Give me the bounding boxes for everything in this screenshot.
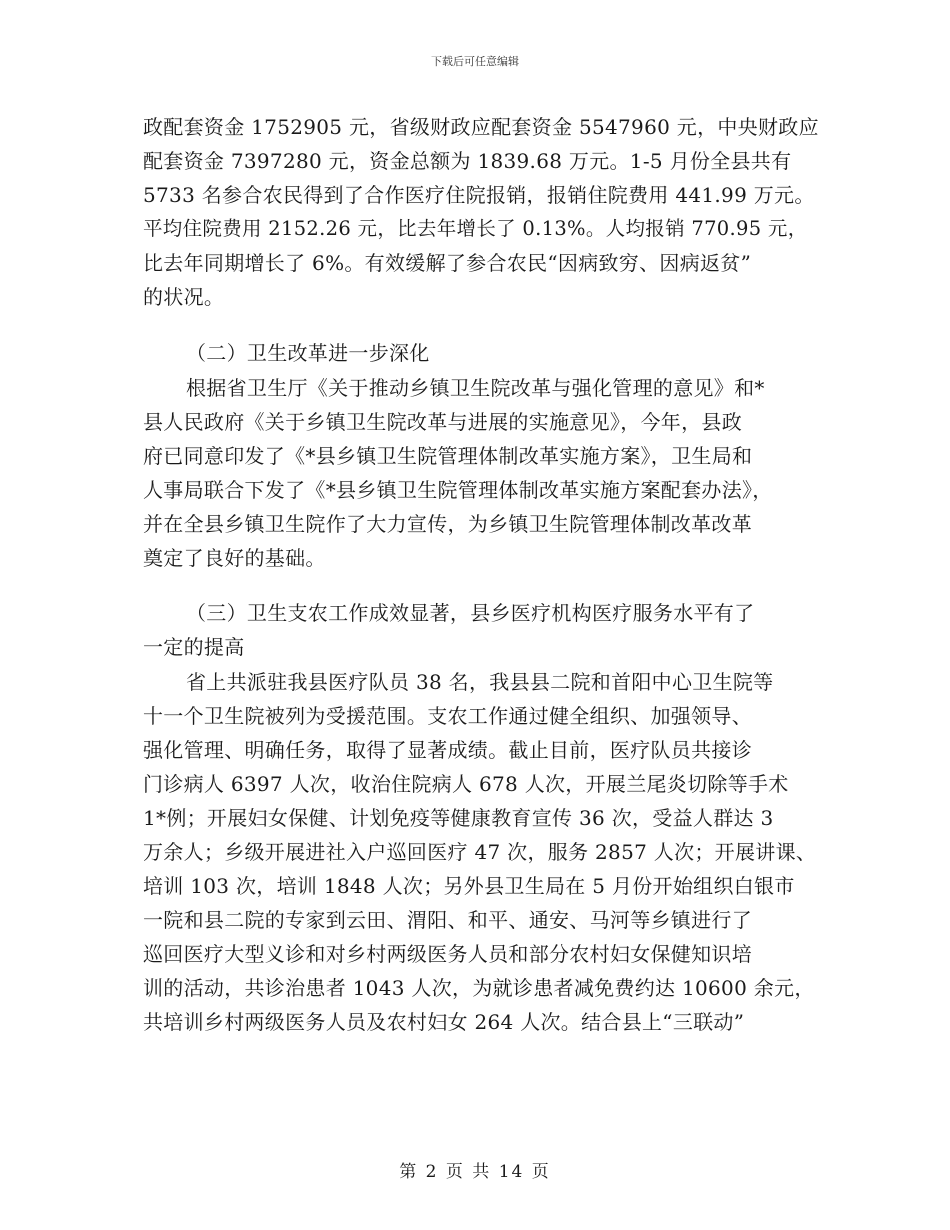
body-line: 的状况。: [143, 285, 225, 309]
body-line: 并在全县乡镇卫生院作了大力宣传，为乡镇卫生院管理体制改革改革: [143, 512, 752, 536]
body-line: 县人民政府《关于乡镇卫生院改革与进展的实施意见》，今年，县政: [143, 410, 742, 434]
body-line: 比去年同期增长了 6%。有效缓解了参合农民“因病致穷、因病返贫”: [143, 251, 752, 275]
body-line: 门诊病人 6397 人次，收治住院病人 678 人次，开展兰尾炎切除等手术: [143, 772, 789, 796]
body-line: 政配套资金 1752905 元，省级财政应配套资金 5547960 元，中央财政应: [143, 115, 819, 139]
body-line: 府已同意印发了《*县乡镇卫生院管理体制改革实施方案》，卫生局和: [143, 444, 753, 468]
section-heading: 一定的提高: [143, 635, 245, 659]
body-line: 一院和县二院的专家到云田、渭阳、和平、通安、马河等乡镇进行了: [143, 908, 752, 932]
body-line: 奠定了良好的基础。: [143, 546, 326, 570]
body-line: 十一个卫生院被列为受援范围。支农工作通过健全组织、加强领导、: [143, 704, 752, 728]
body-line: 省上共派驻我县医疗队员 38 名，我县县二院和首阳中心卫生院等: [186, 670, 774, 694]
body-line: 配套资金 7397280 元，资金总额为 1839.68 万元。1-5 月份全县共有: [143, 149, 792, 173]
section-heading: （二）卫生改革进一步深化: [186, 341, 430, 365]
body-line: 训的活动，共诊治患者 1043 人次，为就诊患者减免费约达 10600 余元，: [143, 976, 815, 1000]
section-heading: （三）卫生支农工作成效显著，县乡医疗机构医疗服务水平有了: [186, 601, 755, 625]
body-line: 培训 103 次，培训 1848 人次；另外县卫生局在 5 月份开始组织白银市: [143, 874, 795, 898]
body-line: 平均住院费用 2152.26 元，比去年增长了 0.13%。人均报销 770.95 元，: [143, 217, 808, 240]
body-line: 5733 名参合农民得到了合作医疗住院报销，报销住院费用 441.99 万元。: [143, 183, 815, 207]
body-line: 人事局联合下发了《*县乡镇卫生院管理体制改革实施方案配套办法》，: [143, 478, 773, 502]
body-line: 万余人；乡级开展进社入户巡回医疗 47 次，服务 2857 人次；开展讲课、: [143, 840, 817, 864]
body-line: 根据省卫生厅《关于推动乡镇卫生院改革与强化管理的意见》和*: [186, 376, 765, 400]
body-line: 强化管理、明确任务，取得了显著成绩。截止目前，医疗队员共接诊: [143, 738, 752, 762]
body-line: 1*例；开展妇女保健、计划免疫等健康教育宣传 36 次，受益人群达 3: [143, 806, 774, 830]
body-line: 共培训乡村两级医务人员及农村妇女 264 人次。结合县上“三联动”: [143, 1010, 745, 1034]
page-number: 第 2 页 共 14 页: [399, 1162, 551, 1182]
page-header: 下载后可任意编辑: [431, 55, 519, 68]
body-line: 巡回医疗大型义诊和对乡村两级医务人员和部分农村妇女保健知识培: [143, 942, 752, 966]
